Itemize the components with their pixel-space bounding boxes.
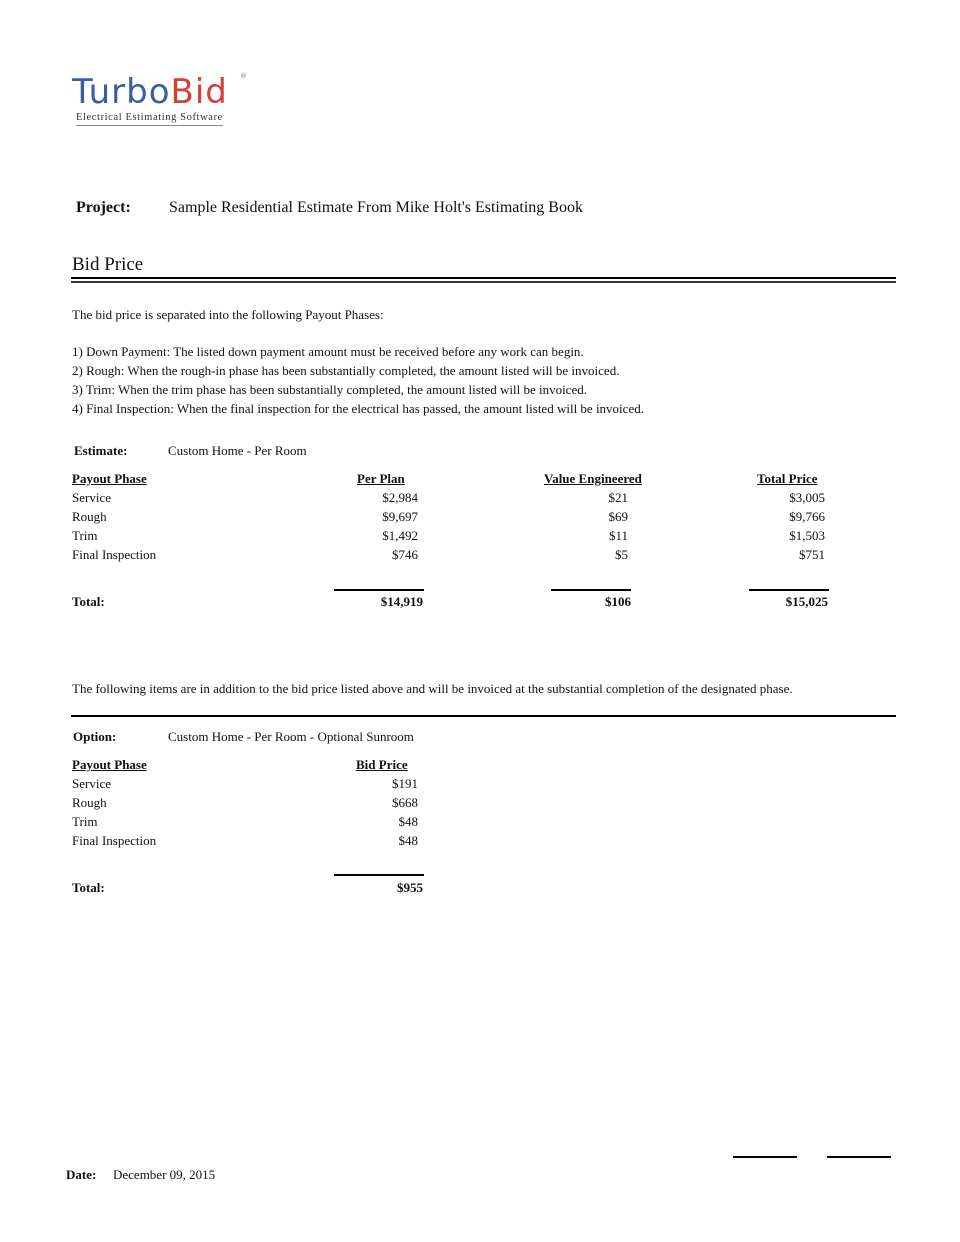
logo-turbo-text: Turbo xyxy=(72,72,171,112)
date-label: Date: xyxy=(66,1167,97,1182)
section-double-rule xyxy=(71,277,896,283)
rule-thick xyxy=(71,277,896,279)
total-price-cell: $3,005 xyxy=(789,490,825,505)
registered-mark-icon: ® xyxy=(240,72,247,80)
total-value-engineered: $106 xyxy=(605,594,631,609)
per-plan-cell: $1,492 xyxy=(382,528,418,543)
bid-price-cell: $668 xyxy=(392,795,418,810)
bid-price-cell: $48 xyxy=(398,833,418,848)
phase-cell: Rough xyxy=(72,509,107,524)
phase-cell: Trim xyxy=(72,814,98,829)
total-price-cell: $751 xyxy=(799,547,825,562)
phase-description-list xyxy=(72,342,644,418)
value-engineered-cell: $69 xyxy=(608,509,628,524)
bid-price-cell: $191 xyxy=(392,776,418,791)
total-rule-value-engineered xyxy=(551,589,631,591)
per-plan-cell: $2,984 xyxy=(382,490,418,505)
phase-cell: Final Inspection xyxy=(72,547,157,562)
phase-description: 4) Final Inspection: When the final inspection for the electrical has passed, the amount listed will be invoiced. xyxy=(72,401,644,416)
total-total-price: $15,025 xyxy=(785,594,828,609)
signature-line xyxy=(733,1156,797,1158)
intro-text: The bid price is separated into the following Payout Phases: xyxy=(72,307,384,322)
phase-cell: Service xyxy=(72,776,111,791)
total-rule-per-plan xyxy=(334,589,424,591)
rule-thin xyxy=(71,281,896,283)
phase-cell: Trim xyxy=(72,528,98,543)
phase-description: 1) Down Payment: The listed down payment amount must be received before any work can begin. xyxy=(72,344,584,359)
logo-wordmark xyxy=(72,72,228,112)
estimate-label: Estimate: xyxy=(74,443,128,458)
phase-description: 3) Trim: When the trim phase has been substantially completed, the amount listed will be invoiced. xyxy=(72,382,587,397)
section-title: Bid Price xyxy=(72,254,144,275)
total-per-plan: $14,919 xyxy=(380,594,423,609)
phase-description: 2) Rough: When the rough-in phase has been substantially completed, the amount listed will be invoiced. xyxy=(72,363,620,378)
project-label: Project: xyxy=(76,199,131,216)
value-engineered-cell: $11 xyxy=(608,528,628,543)
logo-bid-text: Bid xyxy=(170,72,228,112)
column-header-total-price: Total Price xyxy=(757,471,818,486)
column-header-payout-phase: Payout Phase xyxy=(72,471,147,486)
date-value: December 09, 2015 xyxy=(113,1167,216,1182)
value-engineered-cell: $5 xyxy=(615,547,628,562)
phase-cell: Final Inspection xyxy=(72,833,157,848)
total-price-cell: $1,503 xyxy=(789,528,825,543)
phase-cell: Rough xyxy=(72,795,107,810)
column-header-per-plan: Per Plan xyxy=(357,471,405,486)
turbobid-logo xyxy=(72,72,247,128)
total-rule-total-price xyxy=(749,589,829,591)
total-rule-bid-price xyxy=(334,874,424,876)
total-label: Total: xyxy=(72,880,105,895)
column-header-bid-price: Bid Price xyxy=(356,757,408,772)
per-plan-cell: $9,697 xyxy=(382,509,418,524)
signature-line xyxy=(827,1156,891,1158)
additional-items-text: The following items are in addition to the bid price listed above and will be invoiced at the substantial completion of the designated phase. xyxy=(72,681,793,696)
project-name: Sample Residential Estimate From Mike Holt's Estimating Book xyxy=(169,199,583,216)
option-label: Option: xyxy=(73,729,117,744)
logo-tagline: Electrical Estimating Software xyxy=(76,112,223,126)
total-bid-price: $955 xyxy=(397,880,423,895)
bid-price-cell: $48 xyxy=(398,814,418,829)
per-plan-cell: $746 xyxy=(392,547,418,562)
estimate-name: Custom Home - Per Room xyxy=(168,443,307,458)
section-rule xyxy=(71,715,896,717)
option-name: Custom Home - Per Room - Optional Sunroom xyxy=(168,729,414,744)
value-engineered-cell: $21 xyxy=(608,490,628,505)
total-label: Total: xyxy=(72,594,105,609)
total-price-cell: $9,766 xyxy=(789,509,825,524)
phase-cell: Service xyxy=(72,490,111,505)
column-header-payout-phase: Payout Phase xyxy=(72,757,147,772)
column-header-value-engineered: Value Engineered xyxy=(544,471,642,486)
